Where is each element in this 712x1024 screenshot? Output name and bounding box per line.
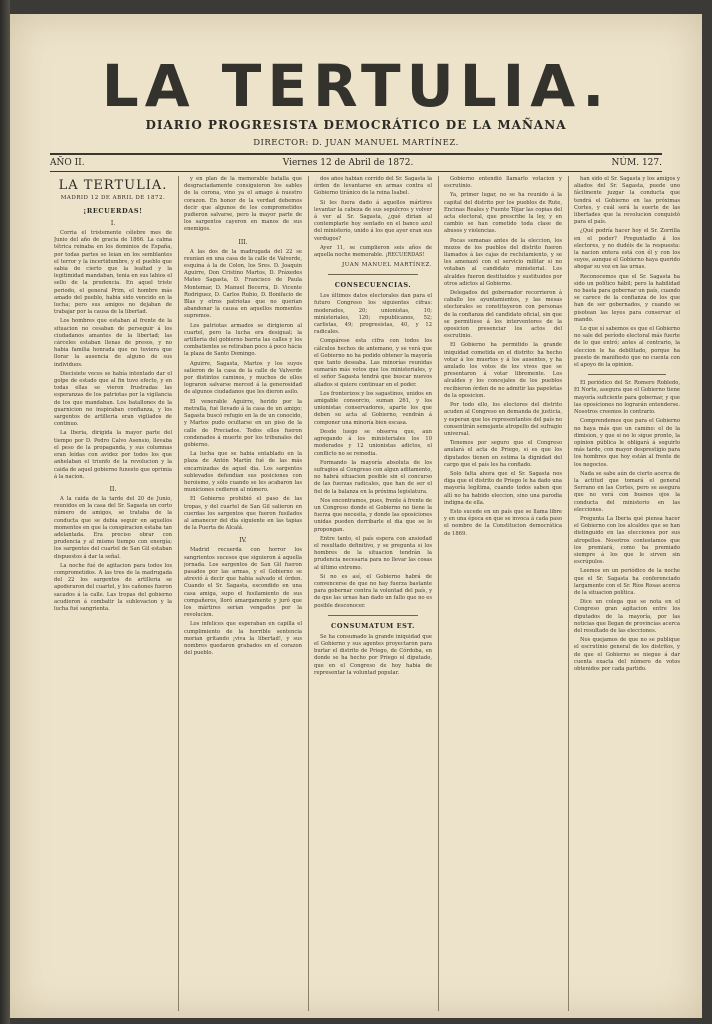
paragraph: Ya, primer lugar, no se ha reunido á la capital del distrito por los pueblos de Rute, Encinas Reales y Fuente Tójar las copias del acta electoral, que prescribe la ley, y en cambio se han cometido toda clase de abusos y violencias. xyxy=(444,192,562,235)
paragraph: El venerable Aguirre, herido por la metralla, fué llevado á la casa de un amigo; Sagasta buscó refugio en la de un conocido, y Martos pudo ocultarse en un piso de la calle de Preciados. Todos ellos fueron condenados á muerte por los tribunales del gobierno. xyxy=(184,398,302,448)
paragraph: Aguirre, Sagasta, Martos y los suyos salieron de la casa de la calle de Valverde por distintos caminos, y muchos de ellos lograron salvarse merced á la generosidad de algunos ciudadanos que les dieron asilo. xyxy=(184,360,302,396)
issue-date: Viernes 12 de Abril de 1872. xyxy=(282,158,414,168)
column-3 xyxy=(314,176,432,1011)
bottom-rule xyxy=(50,171,662,172)
paragraph: Dice un colega que se nota en el Congreso gran agitacion entre los diputados de la mayoría, por las noticias que llegan de provincias acerca del resultado de las elecciones. xyxy=(574,599,680,634)
paragraph: Formando la mayoría absoluta de los sufragios al Congreso con algun aditamento, no habrá situacion posible sin el concurso de las fuerzas radicales, que han de ser el fiel de la balanza en la próxima legislatura. xyxy=(314,459,432,495)
paragraph: Reconocemos que el Sr. Sagasta ha sido un político hábil; pero la habilidad no basta para gobernar un país, cuando se carece de la confianza de los que han de ser gobernados, y cuando se pisotean las leyes para conservar el mando. xyxy=(574,273,680,323)
section-numeral: I. xyxy=(110,220,116,227)
dateline xyxy=(50,156,662,170)
section-numeral: IV. xyxy=(239,537,247,545)
paragraph: ¿Qué podría hacer hoy el Sr. Zorrilla en el poder? Preguntadlo á los electores, y no dudéis de la respuesta: la nacion entera está con él y con los suyos, aunque el Gobierno haya querido ahogar su voz en las urnas. xyxy=(574,228,680,271)
paragraph: Diecisiete veces se había intentado dar el golpe de estado que al fin tuvo efecto, y en todas ellas se vieron frustradas las esperanzas de los patriotas por la vigilancia de los que mandaban. Los batallones de la guarnicion no inspiraban confianza, y los sargentos de artilleria eran vigilados de continuo. xyxy=(54,370,172,428)
paragraph: Por todo ello, los electores del distrito acuden al Congreso en demanda de justicia, y esperan que los representantes del país no consentirán semejante atropello del sufragio universal. xyxy=(444,402,562,437)
paragraph: Los infelices que esperaban en capilla el cumplimiento de la horrible sentencia morian gritando ¡viva la libertad!, y sus nombres quedaron grabados en el corazon del pueblo. xyxy=(184,621,302,657)
paragraph: La Iberia, dirigida la mayor parte del tiempo por D. Pedro Calvo Asensio, llevaba el peso de la propaganda, y sus columnas eran leidas con avidez por todos los que anhelaban el triunfo de la revolucion y la caida de aquel gobierno funesto que oprimia á la nacion. xyxy=(54,430,172,480)
paragraph: A las dos de la madrugada del 22 se reunian en una casa de la calle de Valverde, esquina á la de Colon, los Sres. D. Joaquin Aguirre, Don Cristino Martos, D. Práxedes Mateo Sagasta, D. Francisco de Paula Montemar, D. Manuel Becerra, D. Vicente Rodriguez, D. Carlos Rubio, D. Bonifacio de Blas y otros patriotas que no querian abandonar la causa en aquellos momentos supremos. xyxy=(184,248,302,320)
paragraph: Lo que sí sabemos es que el Gobierno no sale del período electoral más fuerte de lo que entró; antes al contrario, la eleccion le ha debilitado, porque ha puesto de manifiesto que no cuenta con el apoyo de la opinion. xyxy=(574,326,680,369)
issue-number: NÚM. 127. xyxy=(611,158,662,168)
paragraph: Leemos en un periódico de la noche que el Sr. Sagasta ha conferenciado largamente con el Sr. Ríos Rosas acerca de la situacion política. xyxy=(574,568,680,596)
paragraph: Entre tanto, el país espera con ansiedad el resultado definitivo, y se pregunta si los hombres de la situacion tendrán la prudencia necesaria para no llevar las cosas al último extremo. xyxy=(314,535,432,571)
paragraph: La noche fué de agitacion para todos los comprometidos. A las tres de la madrugada del 22 los sargentos de artilleria se apoderaron del cuartel, y los cañones fueron sacados á la calle. Las tropas del gobierno acudieron á combatir la sublevacion y la lucha fué sangrienta. xyxy=(54,562,172,612)
paragraph: han sido el Sr. Sagasta y los amigos y aliados del Sr. Sagasta, puede uno fácilmente juzgar la conducta que tendrá el Gobierno en las próximas Cortes, y cuál será la suerte de las libertades que la revolucion conquistó para el país. xyxy=(574,176,680,226)
column-2 xyxy=(184,176,302,1011)
paragraph: y en plan de la memorable batalla que desgraciadamente consiguieron los sables de la corona, vino ya el amago á nuestro corazon. En honor de la verdad debemos decir que algunos de los comprometidos pudieron salvarse, pero la mayor parte de los sargentos cayeron en manos de sus enemigos. xyxy=(184,176,302,233)
paragraph: Nos quejamos de que no se publique el escrutinio general de los distritos, y de que el Gobierno se niegue á dar cuenta exacta del número de votos obtenidos por cada partido. xyxy=(574,637,680,672)
article-heading: ¡RECUERDAS! xyxy=(83,207,143,215)
paragraph: Esto sucede en un país que se llama libre y en una época en que se invoca á cada paso el nombre de la Constitucion democrática de 1869. xyxy=(444,508,562,537)
newspaper-subtitle: DIARIO PROGRESISTA DEMOCRÁTICO DE LA MAÑANA xyxy=(145,118,567,132)
paragraph: A la caida de la tarde del 20 de Junio, reunidos en la casa del Sr. Sagasta un corto número de amigos, se trataba de la conducta que se debia seguir en aquellos momentos en que la conspiracion estaba tan adelantada. Era preciso obrar con prudencia y al mismo tiempo con energía; los sargentos del cuartel de San Gil estaban dispuestos á dar la señal. xyxy=(54,495,172,560)
column-divider xyxy=(568,176,569,1011)
newspaper-page xyxy=(10,14,702,1018)
article-heading: CONSUMATUM EST. xyxy=(331,621,415,630)
section-numeral: II. xyxy=(109,485,117,493)
paragraph: Si no es así, el Gobierno habrá de convencerse de que no hay fuerza bastante para gobernar contra la voluntad del país, y de que las urnas han dado un fallo que no es posible desconocer. xyxy=(314,573,432,609)
article-columns xyxy=(54,176,680,1011)
divider xyxy=(328,615,418,616)
paragraph: Si les fuera dado á aquellos mártires levantar la cabeza de sus sepulcros y volver á ver al Sr. Sagasta, ¿qué dirian al contemplarle hoy sentado en el banco azul del ministerio, unido á los que ayer eran sus verdugos? xyxy=(314,199,432,242)
newspaper-title: LA TERTULIA. xyxy=(101,52,611,120)
column-divider xyxy=(178,176,179,1011)
paragraph: Ayer 11, se cumplieron seis años de aquella noche memorable. ¡RECUERDAS! xyxy=(314,244,432,259)
paragraph: Compárese esta cifra con todos los cálculos hechos de antemano, y se verá que el Gobierno no ha podido obtener la mayoría que tanto deseaba. Las minorías reunidas sumarán más votos que los ministeriales, y el señor Sagasta tendrá que buscar nuevos aliados si quiere continuar en el poder. xyxy=(314,338,432,388)
column-1 xyxy=(54,176,172,1011)
paragraph: Tenemos por seguro que el Congreso anulará el acta de Priego, si es que los diputados tienen en estima la dignidad del cargo que el país les ha confiado. xyxy=(444,440,562,468)
paragraph: Pocas semanas antes de la eleccion, los mozos de los pueblos del distrito fueron llamados á las cajas de reclutamiento, y se les amenazó con el servicio militar si no votaban al candidato ministerial. Los alcaldes fueron destituidos y sustituidos por otros adictos al Gobierno. xyxy=(444,237,562,287)
article-heading: CONSECUENCIAS. xyxy=(334,281,412,290)
paragraph: dos años habian corrido del Sr. Sagasta la órden de levantarse en armas contra el Gobierno tiránico de la reina Isabel. xyxy=(314,176,432,197)
divider xyxy=(588,374,666,375)
paragraph: Delegados del gobernador recorrieron á caballo los ayuntamientos, y las mesas electorales se constituyeron con personas de la confianza del candidato oficial, sin que se permitiese á los interventores de la oposicion presenciar los actos del escrutinio. xyxy=(444,290,562,340)
paragraph: Los patriotas armados se dirigieron al cuartel, pero la lucha era desigual; la artilleria del gobierno barria las calles y los combatientes se retiraban poco á poco hácia la plaza de Santo Domingo. xyxy=(184,322,302,358)
paragraph: Nos encontramos, pues, frente á frente de un Congreso donde el Gobierno no tiene la fuerza que necesita, y donde las oposiciones unidas pueden derribarle el dia que se lo propongan. xyxy=(314,497,432,533)
paragraph: Los fronterizos y los sagastinos, unidos en amigable consorcio, suman 261, y los unionistas conservadores, aparte los que deben su acta al Gobierno, vendrán á componer una minoría bien escasa. xyxy=(314,390,432,426)
paragraph: Desde luego se observa que, aun agregando á los ministeriales los 10 moderados y 12 unionistas adictos, el conflicto no se remedia. xyxy=(314,428,432,457)
section-numeral: III. xyxy=(238,238,248,246)
year-label: AÑO II. xyxy=(50,158,85,168)
paragraph: El periódico del Sr. Romero Robledo, El Norte, asegura que el Gobierno tiene mayoría suficiente para gobernar, y que las oposiciones no lograrán entenderse. Nosotros creemos lo contrario. xyxy=(574,380,680,416)
section-date: MADRID 12 DE ABRIL DE 1872. xyxy=(60,195,166,201)
column-divider xyxy=(438,176,439,1011)
paragraph: Madrid recuerda con horror los sangrientos sucesos que siguieron á aquella jornada. Los sargentos de San Gil fueron pasados por las armas, y el Gobierno se atrevió á decir que habia salvado el órden. Cuando el Sr. Sagasta, escondido en una casa amiga, supo el fusilamiento de sus compañeros, lloró amargamente y juró que los mártires serian vengados por la revolucion. xyxy=(184,547,302,619)
book-spine xyxy=(0,0,10,1024)
director-line: DIRECTOR: D. JUAN MANUEL MARTÍNEZ. xyxy=(253,138,459,148)
column-4 xyxy=(444,176,562,1011)
author-signature: JUAN MANUEL MARTÍNEZ. xyxy=(342,262,432,269)
paragraph: Solo falta ahora que el Sr. Sagasta nos diga que el distrito de Priego le ha dado una mayoría legítima, cuando todos saben que allí no ha habido eleccion, sino una parodia indigna de ella. xyxy=(444,470,562,506)
paragraph: Corria el tristemente célebre mes de Junio del año de gracia de 1866. La calma tétrica reinaba en los dominios de España, por todas partes se leian en los semblantes el terror y la incertidumbre, y el pueblo que sabia de cierto que la lealtad y la legitimidad mandaban, tenia en sus labios el sello de la prudencia. En aquel triste periodo, el general Prim, el hombre más amado del pueblo, habia sido vencido en la lucha; pero sus amigos no dejaban de trabajar por la causa de la libertad. xyxy=(54,230,172,316)
paragraph: Se ha consumado la grande iniquidad que el Gobierno y sus agentes proyectaron para burlar el distrito de Priego, de Córdoba, en donde se ha hecho por Priego el diputado, que en el Congreso de hoy habia de representar la voluntad popular. xyxy=(314,633,432,676)
paragraph: Los últimos datos electorales dan para el futuro Congreso los siguientes cifras: moderados, 20; unionistas, 10; ministeriales, 120; republicanos, 52; carlistas, 49; progresistas, 40, y 12 radicales. xyxy=(314,293,432,336)
paragraph: Gobierno entendió llamarlo votacion y escrutinio. xyxy=(444,176,562,190)
paragraph: La lucha que se habia entablado en la plaza de Antón Martín fué de las más encarnizadas de aquel dia. Los sargentos sublevados defendian sus posiciones con heroismo, y sólo cuando se les acabaron las municiones cedieron al número. xyxy=(184,451,302,494)
paragraph: Nada se sabe aún de cierto acerca de la actitud que tomará el general Serrano en las Cortes, pero se asegura que no verá con buenos ojos la conducta del ministerio en las elecciones. xyxy=(574,470,680,513)
paragraph: Comprendemos que para el Gobierno no haya más que un camino: el de la dimision, y que si no lo sigue pronto, la opinion pública le obligará á seguirlo más tarde, con mayor desprestigio para los hombres que hoy están al frente de los negocios. xyxy=(574,418,680,468)
section-title: LA TERTULIA. xyxy=(58,178,168,193)
column-5 xyxy=(574,176,680,1011)
top-rule xyxy=(50,153,662,155)
paragraph: Pregunta La Iberia qué piensa hacer el Gobierno con los alcaldes que se han distinguido en las elecciones por sus atropellos. Nosotros contestamos que los premiará, como ha premiado siempre á los que le sirven sin escrúpulos. xyxy=(574,515,680,566)
divider xyxy=(328,274,418,275)
paragraph: El Gobierno prohibió el paso de las tropas, y del cuartel de San Gil salieron en cuerdas los sargentos que fueron fusilados al amanecer del dia siguiente en las tapias de la Puerta de Alcalá. xyxy=(184,496,302,532)
column-divider xyxy=(308,176,309,1011)
paragraph: Los hombres que estaban al frente de la situacion no cesaban de perseguir á los ciudadanos amantes de la libertad; las cárceles estaban llenas de presos, y no habia familia honrada que no tuviera que llorar la ausencia de alguno de sus individuos. xyxy=(54,318,172,368)
paragraph: El Gobierno ha permitido la grande iniquidad cometida en el distrito: ha hecho votar á los muertos y á los ausentes, y ha anulado los votos de los vivos que se presentaron á votar libremente. Los alcaldes y los concejales de los pueblos recibieron órden de no admitir las papeletas de la oposicion. xyxy=(444,342,562,399)
